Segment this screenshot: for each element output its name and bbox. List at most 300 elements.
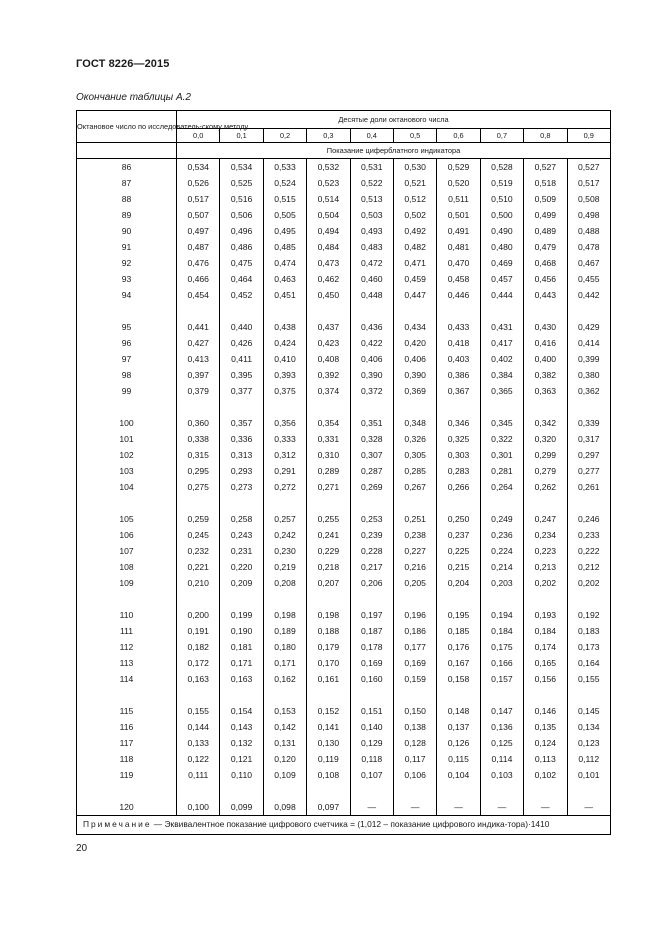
indicator-value-cell: 0,534 xyxy=(177,159,220,176)
indicator-value-cell: 0,158 xyxy=(437,671,480,687)
indicator-value-cell: 0,171 xyxy=(263,655,306,671)
table-row xyxy=(77,159,611,176)
indicator-value-cell: 0,414 xyxy=(567,335,611,351)
indicator-value-cell: 0,229 xyxy=(307,543,350,559)
indicator-value-cell: 0,285 xyxy=(393,463,436,479)
spacer-cell xyxy=(437,591,480,607)
indicator-value-cell: 0,221 xyxy=(177,559,220,575)
table-row xyxy=(77,703,611,719)
indicator-value-cell: 0,527 xyxy=(524,159,567,176)
octane-number-cell: 102 xyxy=(77,447,177,463)
indicator-value-cell: 0,214 xyxy=(480,559,523,575)
indicator-value-cell: 0,390 xyxy=(350,367,393,383)
indicator-value-cell: 0,313 xyxy=(220,447,263,463)
indicator-value-cell: 0,441 xyxy=(177,319,220,335)
indicator-value-cell: 0,444 xyxy=(480,287,523,303)
indicator-value-cell: 0,261 xyxy=(567,479,611,495)
indicator-value-cell: 0,219 xyxy=(263,559,306,575)
indicator-value-cell: 0,203 xyxy=(480,575,523,591)
indicator-value-cell: 0,132 xyxy=(220,735,263,751)
indicator-value-cell: 0,189 xyxy=(263,623,306,639)
indicator-value-cell: 0,485 xyxy=(263,239,306,255)
spacer-cell xyxy=(77,783,177,799)
table-row xyxy=(77,527,611,543)
indicator-value-cell: 0,135 xyxy=(524,719,567,735)
indicator-value-cell: 0,245 xyxy=(177,527,220,543)
indicator-value-cell: 0,430 xyxy=(524,319,567,335)
indicator-value-cell: 0,490 xyxy=(480,223,523,239)
octane-number-cell: 105 xyxy=(77,511,177,527)
indicator-value-cell: 0,187 xyxy=(350,623,393,639)
octane-number-cell: 87 xyxy=(77,175,177,191)
digit-header: 0,3 xyxy=(307,129,350,143)
spacer-cell xyxy=(524,303,567,319)
indicator-value-cell: 0,206 xyxy=(350,575,393,591)
table-row xyxy=(77,191,611,207)
indicator-value-cell: 0,192 xyxy=(567,607,611,623)
spacer-cell xyxy=(480,495,523,511)
table-head xyxy=(77,111,611,159)
indicator-value-cell: 0,114 xyxy=(480,751,523,767)
indicator-value-cell: 0,154 xyxy=(220,703,263,719)
indicator-value-cell: 0,176 xyxy=(437,639,480,655)
indicator-value-cell: 0,202 xyxy=(567,575,611,591)
indicator-value-cell: 0,499 xyxy=(524,207,567,223)
indicator-value-cell: 0,457 xyxy=(480,271,523,287)
indicator-value-cell: 0,122 xyxy=(177,751,220,767)
indicator-value-cell: 0,317 xyxy=(567,431,611,447)
octane-number-cell: 118 xyxy=(77,751,177,767)
indicator-value-cell: 0,107 xyxy=(350,767,393,783)
indicator-value-cell: 0,257 xyxy=(263,511,306,527)
indicator-value-cell: 0,530 xyxy=(393,159,436,176)
table-row xyxy=(77,367,611,383)
indicator-value-cell: — xyxy=(480,799,523,816)
indicator-value-cell: 0,402 xyxy=(480,351,523,367)
indicator-value-cell: 0,143 xyxy=(220,719,263,735)
indicator-value-cell: 0,496 xyxy=(220,223,263,239)
indicator-value-cell: 0,478 xyxy=(567,239,611,255)
indicator-value-cell: 0,492 xyxy=(393,223,436,239)
indicator-value-cell: — xyxy=(437,799,480,816)
indicator-value-cell: 0,460 xyxy=(350,271,393,287)
spacer-cell xyxy=(77,495,177,511)
indicator-value-cell: 0,120 xyxy=(263,751,306,767)
octane-number-cell: 111 xyxy=(77,623,177,639)
indicator-value-cell: 0,374 xyxy=(307,383,350,399)
indicator-value-cell: 0,167 xyxy=(437,655,480,671)
indicator-value-cell: 0,144 xyxy=(177,719,220,735)
spacer-cell xyxy=(307,495,350,511)
indicator-value-cell: 0,198 xyxy=(263,607,306,623)
indicator-value-cell: 0,267 xyxy=(393,479,436,495)
indicator-value-cell: 0,462 xyxy=(307,271,350,287)
table-row xyxy=(77,655,611,671)
stub-header: Октановое число по исследователь-скому методу xyxy=(77,111,177,143)
octane-number-cell: 119 xyxy=(77,767,177,783)
octane-number-cell: 120 xyxy=(77,799,177,816)
indicator-value-cell: 0,111 xyxy=(177,767,220,783)
table-row xyxy=(77,463,611,479)
spacer-cell xyxy=(567,399,611,415)
spacer-cell xyxy=(220,399,263,415)
octane-number-cell: 117 xyxy=(77,735,177,751)
indicator-value-cell: 0,504 xyxy=(307,207,350,223)
indicator-value-cell: 0,289 xyxy=(307,463,350,479)
indicator-value-cell: 0,190 xyxy=(220,623,263,639)
indicator-value-cell: 0,517 xyxy=(567,175,611,191)
indicator-value-cell: 0,185 xyxy=(437,623,480,639)
indicator-value-cell: 0,418 xyxy=(437,335,480,351)
indicator-value-cell: 0,281 xyxy=(480,463,523,479)
standard-title: ГОСТ 8226—2015 xyxy=(76,58,170,70)
octane-number-cell: 101 xyxy=(77,431,177,447)
indicator-value-cell: 0,434 xyxy=(393,319,436,335)
indicator-value-cell: 0,117 xyxy=(393,751,436,767)
indicator-value-cell: 0,184 xyxy=(480,623,523,639)
indicator-value-cell: 0,494 xyxy=(307,223,350,239)
indicator-value-cell: 0,102 xyxy=(524,767,567,783)
indicator-value-cell: 0,262 xyxy=(524,479,567,495)
indicator-value-cell: 0,146 xyxy=(524,703,567,719)
indicator-value-cell: 0,348 xyxy=(393,415,436,431)
indicator-value-cell: 0,333 xyxy=(263,431,306,447)
indicator-value-cell: 0,239 xyxy=(350,527,393,543)
indicator-value-cell: 0,360 xyxy=(177,415,220,431)
indicator-value-cell: 0,338 xyxy=(177,431,220,447)
indicator-value-cell: 0,438 xyxy=(263,319,306,335)
spacer-cell xyxy=(263,303,306,319)
indicator-value-cell: 0,451 xyxy=(263,287,306,303)
octane-number-cell: 112 xyxy=(77,639,177,655)
indicator-value-cell: 0,420 xyxy=(393,335,436,351)
spacer-cell xyxy=(393,303,436,319)
indicator-value-cell: 0,357 xyxy=(220,415,263,431)
indicator-value-cell: 0,232 xyxy=(177,543,220,559)
indicator-value-cell: 0,506 xyxy=(220,207,263,223)
table-row xyxy=(77,175,611,191)
octane-number-cell: 97 xyxy=(77,351,177,367)
indicator-value-cell: 0,382 xyxy=(524,367,567,383)
indicator-value-cell: 0,325 xyxy=(437,431,480,447)
indicator-value-cell: 0,408 xyxy=(307,351,350,367)
indicator-value-cell: 0,152 xyxy=(307,703,350,719)
indicator-value-cell: 0,450 xyxy=(307,287,350,303)
indicator-value-cell: 0,101 xyxy=(567,767,611,783)
indicator-value-cell: 0,104 xyxy=(437,767,480,783)
octane-number-cell: 96 xyxy=(77,335,177,351)
indicator-value-cell: 0,148 xyxy=(437,703,480,719)
table-row xyxy=(77,511,611,527)
indicator-value-cell: 0,406 xyxy=(393,351,436,367)
indicator-value-cell: 0,216 xyxy=(393,559,436,575)
indicator-value-cell: 0,511 xyxy=(437,191,480,207)
indicator-value-cell: 0,469 xyxy=(480,255,523,271)
indicator-value-cell: 0,493 xyxy=(350,223,393,239)
indicator-value-cell: 0,130 xyxy=(307,735,350,751)
indicator-value-cell: 0,272 xyxy=(263,479,306,495)
indicator-value-cell: 0,440 xyxy=(220,319,263,335)
indicator-value-cell: 0,161 xyxy=(307,671,350,687)
indicator-value-cell: 0,194 xyxy=(480,607,523,623)
indicator-value-cell: 0,277 xyxy=(567,463,611,479)
indicator-value-cell: 0,475 xyxy=(220,255,263,271)
octane-number-cell: 92 xyxy=(77,255,177,271)
indicator-value-cell: 0,443 xyxy=(524,287,567,303)
spacer-cell xyxy=(437,399,480,415)
indicator-value-cell: 0,253 xyxy=(350,511,393,527)
indicator-value-cell: 0,220 xyxy=(220,559,263,575)
spacer-cell xyxy=(350,399,393,415)
table-row xyxy=(77,735,611,751)
indicator-value-cell: 0,123 xyxy=(567,735,611,751)
table-row xyxy=(77,239,611,255)
indicator-value-cell: 0,517 xyxy=(177,191,220,207)
indicator-value-cell: 0,177 xyxy=(393,639,436,655)
stub-header-blank xyxy=(77,143,177,159)
indicator-value-cell: 0,336 xyxy=(220,431,263,447)
octane-number-cell: 89 xyxy=(77,207,177,223)
spacer-cell xyxy=(263,591,306,607)
table-row xyxy=(77,479,611,495)
indicator-value-cell: 0,279 xyxy=(524,463,567,479)
indicator-value-cell: 0,326 xyxy=(393,431,436,447)
spacer-cell xyxy=(307,783,350,799)
indicator-value-cell: 0,442 xyxy=(567,287,611,303)
indicator-value-cell: 0,223 xyxy=(524,543,567,559)
indicator-value-cell: 0,307 xyxy=(350,447,393,463)
indicator-value-cell: 0,515 xyxy=(263,191,306,207)
indicator-value-cell: 0,218 xyxy=(307,559,350,575)
table-row xyxy=(77,719,611,735)
indicator-value-cell: 0,483 xyxy=(350,239,393,255)
spacer-cell xyxy=(480,687,523,703)
indicator-value-cell: 0,403 xyxy=(437,351,480,367)
indicator-value-cell: 0,531 xyxy=(350,159,393,176)
table-row xyxy=(77,799,611,816)
indicator-value-cell: 0,145 xyxy=(567,703,611,719)
indicator-value-cell: 0,518 xyxy=(524,175,567,191)
indicator-value-cell: 0,310 xyxy=(307,447,350,463)
indicator-value-cell: 0,501 xyxy=(437,207,480,223)
table-row xyxy=(77,447,611,463)
octane-number-cell: 103 xyxy=(77,463,177,479)
indicator-value-cell: 0,521 xyxy=(393,175,436,191)
indicator-value-cell: 0,470 xyxy=(437,255,480,271)
indicator-value-cell: 0,293 xyxy=(220,463,263,479)
spacer-cell xyxy=(393,591,436,607)
indicator-value-cell: 0,243 xyxy=(220,527,263,543)
indicator-value-cell: 0,162 xyxy=(263,671,306,687)
table-row xyxy=(77,351,611,367)
indicator-value-cell: 0,486 xyxy=(220,239,263,255)
indicator-value-cell: 0,342 xyxy=(524,415,567,431)
indicator-value-cell: 0,399 xyxy=(567,351,611,367)
indicator-value-cell: 0,163 xyxy=(220,671,263,687)
indicator-value-cell: 0,112 xyxy=(567,751,611,767)
indicator-value-cell: 0,384 xyxy=(480,367,523,383)
table-row xyxy=(77,575,611,591)
indicator-value-cell: 0,339 xyxy=(567,415,611,431)
octane-number-cell: 116 xyxy=(77,719,177,735)
indicator-value-cell: 0,151 xyxy=(350,703,393,719)
indicator-value-cell: 0,367 xyxy=(437,383,480,399)
indicator-value-cell: 0,446 xyxy=(437,287,480,303)
indicator-value-cell: 0,173 xyxy=(567,639,611,655)
indicator-value-cell: 0,431 xyxy=(480,319,523,335)
indicator-value-cell: 0,227 xyxy=(393,543,436,559)
indicator-value-cell: 0,479 xyxy=(524,239,567,255)
octane-number-cell: 86 xyxy=(77,159,177,176)
indicator-value-cell: 0,196 xyxy=(393,607,436,623)
indicator-value-cell: 0,413 xyxy=(177,351,220,367)
indicator-value-cell: 0,142 xyxy=(263,719,306,735)
octane-number-cell: 110 xyxy=(77,607,177,623)
indicator-value-cell: 0,200 xyxy=(177,607,220,623)
indicator-value-cell: 0,159 xyxy=(393,671,436,687)
indicator-value-cell: 0,182 xyxy=(177,639,220,655)
indicator-value-cell: 0,522 xyxy=(350,175,393,191)
indicator-value-cell: 0,422 xyxy=(350,335,393,351)
table-row xyxy=(77,255,611,271)
indicator-value-cell: 0,429 xyxy=(567,319,611,335)
indicator-value-cell: 0,454 xyxy=(177,287,220,303)
table-row xyxy=(77,751,611,767)
table-caption: Окончание таблицы А.2 xyxy=(76,92,191,103)
indicator-value-cell: 0,328 xyxy=(350,431,393,447)
spacer-cell xyxy=(263,495,306,511)
indicator-value-cell: 0,195 xyxy=(437,607,480,623)
indicator-value-cell: 0,532 xyxy=(307,159,350,176)
indicator-value-cell: 0,524 xyxy=(263,175,306,191)
table-row xyxy=(77,623,611,639)
indicator-value-cell: 0,468 xyxy=(524,255,567,271)
table-row xyxy=(77,207,611,223)
indicator-value-cell: 0,356 xyxy=(263,415,306,431)
indicator-value-cell: 0,386 xyxy=(437,367,480,383)
octane-number-cell: 108 xyxy=(77,559,177,575)
indicator-value-cell: 0,301 xyxy=(480,447,523,463)
indicator-value-cell: 0,297 xyxy=(567,447,611,463)
indicator-value-cell: 0,251 xyxy=(393,511,436,527)
spacer-cell xyxy=(177,687,220,703)
spacer-cell xyxy=(437,495,480,511)
indicator-value-cell: 0,459 xyxy=(393,271,436,287)
indicator-value-cell: 0,523 xyxy=(307,175,350,191)
octane-number-cell: 106 xyxy=(77,527,177,543)
indicator-value-cell: 0,099 xyxy=(220,799,263,816)
spacer-cell xyxy=(177,591,220,607)
indicator-value-cell: 0,291 xyxy=(263,463,306,479)
indicator-value-cell: 0,516 xyxy=(220,191,263,207)
indicator-value-cell: 0,118 xyxy=(350,751,393,767)
indicator-value-cell: 0,436 xyxy=(350,319,393,335)
indicator-value-cell: — xyxy=(350,799,393,816)
indicator-value-cell: 0,222 xyxy=(567,543,611,559)
indicator-value-cell: 0,155 xyxy=(177,703,220,719)
indicator-value-cell: 0,242 xyxy=(263,527,306,543)
indicator-value-cell: 0,283 xyxy=(437,463,480,479)
indicator-value-cell: 0,427 xyxy=(177,335,220,351)
indicator-value-cell: 0,416 xyxy=(524,335,567,351)
indicator-value-cell: 0,126 xyxy=(437,735,480,751)
indicator-value-cell: 0,495 xyxy=(263,223,306,239)
indicator-value-cell: 0,119 xyxy=(307,751,350,767)
octane-number-cell: 90 xyxy=(77,223,177,239)
indicator-value-cell: 0,520 xyxy=(437,175,480,191)
indicator-value-cell: 0,533 xyxy=(263,159,306,176)
table-row xyxy=(77,223,611,239)
indicator-value-cell: 0,246 xyxy=(567,511,611,527)
indicator-value-cell: 0,106 xyxy=(393,767,436,783)
indicator-value-cell: — xyxy=(567,799,611,816)
indicator-value-cell: 0,447 xyxy=(393,287,436,303)
indicator-value-cell: 0,463 xyxy=(263,271,306,287)
octane-number-cell: 115 xyxy=(77,703,177,719)
octane-number-cell: 113 xyxy=(77,655,177,671)
sub-header: Показание циферблатного индикатора xyxy=(177,143,611,159)
indicator-value-cell: 0,392 xyxy=(307,367,350,383)
indicator-value-cell: 0,510 xyxy=(480,191,523,207)
indicator-value-cell: 0,204 xyxy=(437,575,480,591)
indicator-value-cell: 0,480 xyxy=(480,239,523,255)
indicator-value-cell: 0,212 xyxy=(567,559,611,575)
indicator-value-cell: 0,098 xyxy=(263,799,306,816)
indicator-value-cell: 0,275 xyxy=(177,479,220,495)
indicator-value-cell: 0,455 xyxy=(567,271,611,287)
indicator-value-cell: 0,258 xyxy=(220,511,263,527)
spacer-row xyxy=(77,591,611,607)
table-body xyxy=(77,159,611,816)
indicator-value-cell: 0,097 xyxy=(307,799,350,816)
indicator-value-cell: 0,109 xyxy=(263,767,306,783)
digit-header: 0,7 xyxy=(480,129,523,143)
indicator-value-cell: 0,250 xyxy=(437,511,480,527)
octane-number-cell: 114 xyxy=(77,671,177,687)
spacer-row xyxy=(77,687,611,703)
indicator-value-cell: 0,228 xyxy=(350,543,393,559)
indicator-value-cell: 0,224 xyxy=(480,543,523,559)
digit-header: 0,1 xyxy=(220,129,263,143)
indicator-value-cell: 0,507 xyxy=(177,207,220,223)
indicator-value-cell: 0,476 xyxy=(177,255,220,271)
indicator-value-cell: 0,188 xyxy=(307,623,350,639)
indicator-value-cell: 0,181 xyxy=(220,639,263,655)
octane-number-cell: 98 xyxy=(77,367,177,383)
indicator-value-cell: 0,213 xyxy=(524,559,567,575)
indicator-value-cell: 0,299 xyxy=(524,447,567,463)
indicator-value-cell: 0,163 xyxy=(177,671,220,687)
indicator-value-cell: 0,481 xyxy=(437,239,480,255)
table-note xyxy=(77,816,611,835)
spacer-cell xyxy=(567,783,611,799)
indicator-value-cell: 0,180 xyxy=(263,639,306,655)
digit-header: 0,6 xyxy=(437,129,480,143)
indicator-value-cell: 0,397 xyxy=(177,367,220,383)
indicator-value-cell: 0,303 xyxy=(437,447,480,463)
digit-header: 0,4 xyxy=(350,129,393,143)
indicator-value-cell: 0,363 xyxy=(524,383,567,399)
indicator-value-cell: 0,473 xyxy=(307,255,350,271)
indicator-value-cell: 0,426 xyxy=(220,335,263,351)
indicator-value-cell: 0,174 xyxy=(524,639,567,655)
indicator-value-cell: 0,487 xyxy=(177,239,220,255)
indicator-value-cell: 0,238 xyxy=(393,527,436,543)
indicator-value-cell: 0,287 xyxy=(350,463,393,479)
indicator-value-cell: 0,153 xyxy=(263,703,306,719)
data-table xyxy=(76,110,611,835)
indicator-value-cell: — xyxy=(524,799,567,816)
